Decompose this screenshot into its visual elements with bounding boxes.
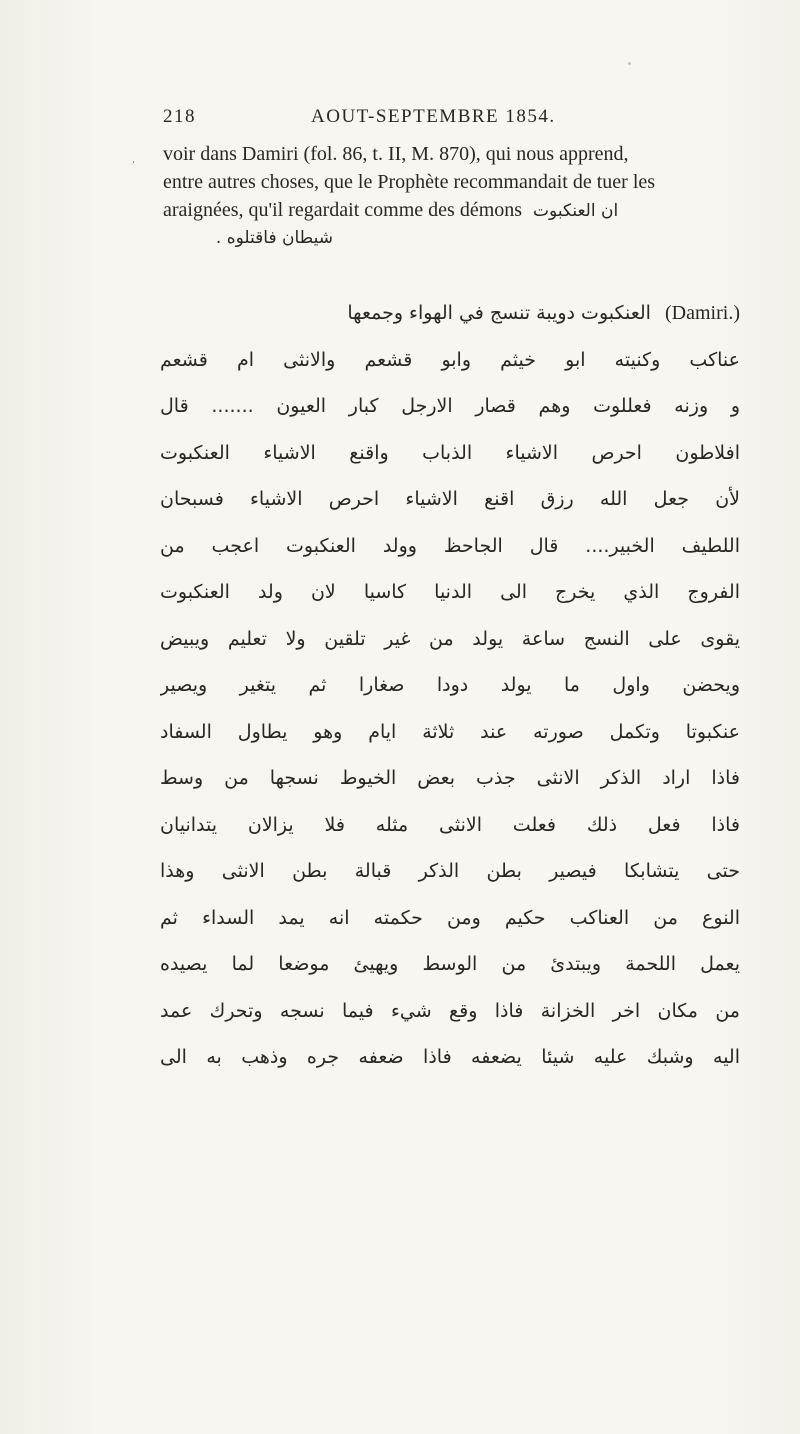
page-speck <box>628 62 631 65</box>
arabic-line-13: حتى يتشابكا فيصير بطن الذكر قبالة بطن الانثى وهذا <box>160 860 740 882</box>
arabic-line-14: النوع من العناكب حكيم ومن حكمته انه يمد السداء ثم <box>160 906 740 929</box>
arabic-line-15: يعمل اللحمة ويبتدئ من الوسط ويهيئ موضعا لما يصيده <box>160 953 740 975</box>
arabic-line-4: افلاطون احرص الاشياء الذباب واقنع الاشياء العنكبوت <box>160 441 740 464</box>
french-line-3-text: araignées, qu'il regardait comme des démons <box>163 199 523 221</box>
arabic-line-1-text: العنكبوت دويبة تنسج في الهواء وجمعها <box>347 302 651 324</box>
arabic-line-1 <box>160 290 740 337</box>
french-line-2: entre autres choses, que le Prophète recommandait de tuer les <box>163 171 656 193</box>
page-header <box>163 106 593 134</box>
arabic-line-6: اللطيف الخبير.... قال الجاحظ وولد العنكبوت اعجب من <box>160 534 740 557</box>
arabic-line-16: من مكان اخر الخزانة فاذا وقع شيء فيما نسجه وتحرك عمد <box>160 999 740 1022</box>
french-line-3 <box>163 196 748 224</box>
french-paragraph <box>163 140 748 252</box>
french-line-1: voir dans Damiri (fol. 86, t. II, M. 870), qui nous apprend, <box>163 143 629 165</box>
arabic-line-2: عناكب وكنيته ابو خيثم وابو قشعم والانثى ام قشعم <box>160 348 740 371</box>
french-line-4-arabic: شيطان فاقتلوه . <box>215 228 333 248</box>
arabic-line-5: لأن جعل الله رزق اقنع الاشياء احرص الاشياء فسبحان <box>160 488 740 510</box>
french-line-3-arabic: ان العنكبوت <box>533 201 619 221</box>
damiri-citation: (Damiri.) <box>665 302 740 324</box>
arabic-line-12: فاذا فعل ذلك فعلت الانثى مثله فلا يزالان يتدانيان <box>160 813 740 836</box>
arabic-line-8: يقوى على النسج ساعة يولد من غير تلقين ولا تعليم ويبيض <box>160 627 740 650</box>
arabic-line-9: ويحضن واول ما يولد دودا صغارا ثم يتغير ويصير <box>160 674 740 696</box>
arabic-line-3: و وزنه فعللوت وهم قصار الارجل كبار العيون ....... قال <box>160 395 740 417</box>
running-head: AOUT-SEPTEMBRE 1854. <box>311 106 556 127</box>
arabic-line-10: عنكبوتا وتكمل صورته عند ثلاثة ايام وهو يطاول السفاد <box>160 720 740 743</box>
arabic-quotation <box>160 290 740 1081</box>
arabic-line-11: فاذا اراد الذكر الانثى جذب بعض الخيوط نسجها من وسط <box>160 767 740 789</box>
page-number: 218 <box>163 106 196 127</box>
margin-mark: , <box>132 154 136 165</box>
arabic-line-17: اليه وشبك عليه شيئا يضعفه فاذا ضعفه جره وذهب به الى <box>160 1046 740 1068</box>
arabic-line-7: الفروج الذي يخرج الى الدنيا كاسيا لان ولد العنكبوت <box>160 581 740 603</box>
